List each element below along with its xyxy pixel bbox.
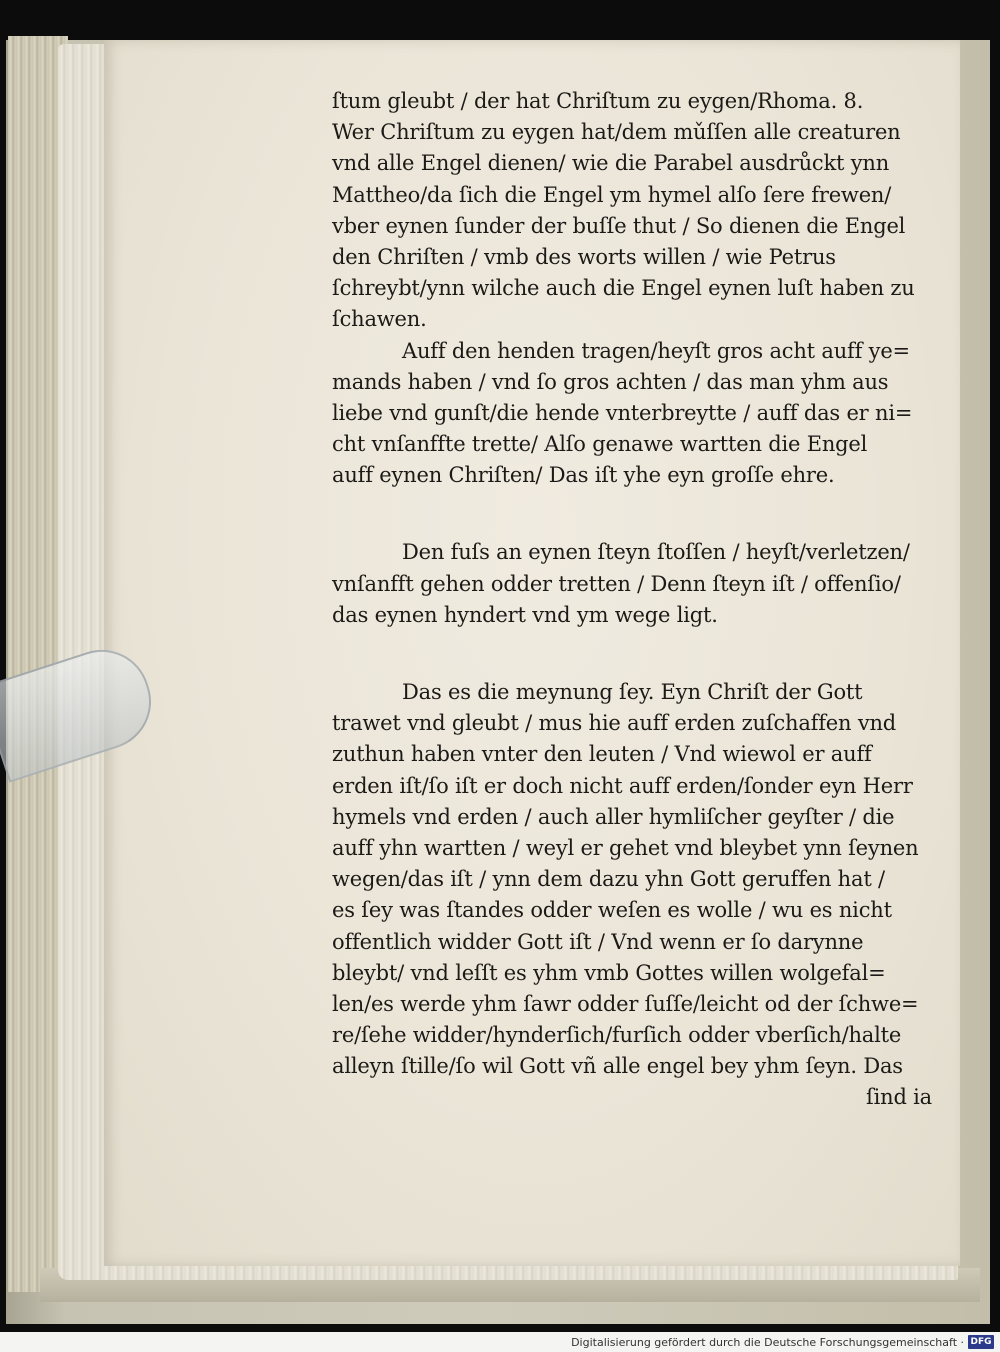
text-line: cht vnſanffte trette/ Alſo genawe wartten die Engel — [332, 432, 868, 457]
text-line: Wer Chriſtum zu eygen hat/dem mǔſſen alle creaturen — [332, 120, 901, 145]
text-line: bleybt/ vnd leſſt es yhm vmb Gottes willen wolgefal= — [332, 960, 886, 985]
text-line: auff yhn wartten / weyl er gehet vnd bleybet ynn ſeynen — [332, 835, 919, 860]
text-line: ſtum gleubt / der hat Chriſtum zu eygen/Rhoma. 8. — [332, 89, 864, 113]
text-line: wegen/das iſt / ynn dem dazu yhn Gott geruffen hat / — [332, 867, 885, 892]
text-line: ſchawen. — [332, 307, 427, 332]
footer-bar — [0, 1332, 1000, 1352]
text-line: vnſanfft gehen odder tretten / Denn ſteyn iſt / offenſio/ — [332, 571, 901, 596]
funding-credit: Digitalisierung gefördert durch die Deutsche Forschungsgemeinschaft · — [571, 1336, 964, 1349]
text-line: ſchreybt/ynn wilche auch die Engel eynen luſt haben zu — [332, 276, 915, 301]
text-line: mands haben / vnd ſo gros achten / das man yhm aus — [332, 369, 889, 394]
dfg-logo-icon: DFG — [968, 1335, 994, 1349]
text-line: len/es werde yhm ſawr odder ſuſſe/leicht od der ſchwe= — [332, 991, 919, 1016]
text-line: alleyn ſtille/ſo wil Gott vñ alle engel bey yhm ſeyn. Das — [332, 1054, 903, 1079]
text-line: vber eynen ſunder der buſſe thut / So dienen die Engel — [332, 213, 906, 238]
text-line: liebe vnd gunſt/die hende vnterbreytte / auff das er ni= — [332, 400, 913, 425]
text-line: re/ſehe widder/hynderſich/furſich odder vberſich/halte — [332, 1023, 902, 1048]
text-line: Den fuſs an eynen ſteyn ſtoſſen / heyſt/verletzen/ — [402, 540, 910, 565]
text-line: das eynen hyndert vnd ym wege ligt. — [332, 602, 718, 627]
text-line: Das es die meynung ſey. Eyn Chriſt der Gott — [402, 680, 863, 704]
text-line: hymels vnd erden / auch aller hymliſcher geyſter / die — [332, 804, 895, 829]
text-line: zuthun haben vnter den leuten / Vnd wiewol er auff — [332, 742, 872, 767]
text-line: vnd alle Engel dienen/ wie die Parabel ausdrůckt ynn — [332, 151, 890, 176]
text-line: es ſey was ſtandes odder weſen es wolle / wu es nicht — [332, 898, 892, 923]
text-line: erden iſt/ſo iſt er doch nicht auff erden/ſonder eyn Herr — [332, 773, 913, 798]
text-line: Mattheo/da ſich die Engel ym hymel alſo ſere frewen/ — [332, 182, 892, 207]
text-line: offentlich widder Gott iſt / Vnd wenn er ſo darynne — [332, 929, 864, 954]
page-text-block — [332, 86, 932, 1114]
text-line: Auff den henden tragen/heyſt gros acht auff ye= — [402, 338, 910, 363]
text-line: den Chriſten / vmb des worts willen / wie Petrus — [332, 244, 836, 269]
paragraph-gap — [332, 631, 932, 677]
text-line: trawet vnd gleubt / mus hie auff erden zuſchaffen vnd — [332, 711, 897, 736]
catchword: ſind ia — [866, 1085, 932, 1110]
text-line: auff eynen Chriſten/ Das iſt yhe eyn groſſe ehre. — [332, 463, 835, 488]
paragraph-gap — [332, 491, 932, 537]
